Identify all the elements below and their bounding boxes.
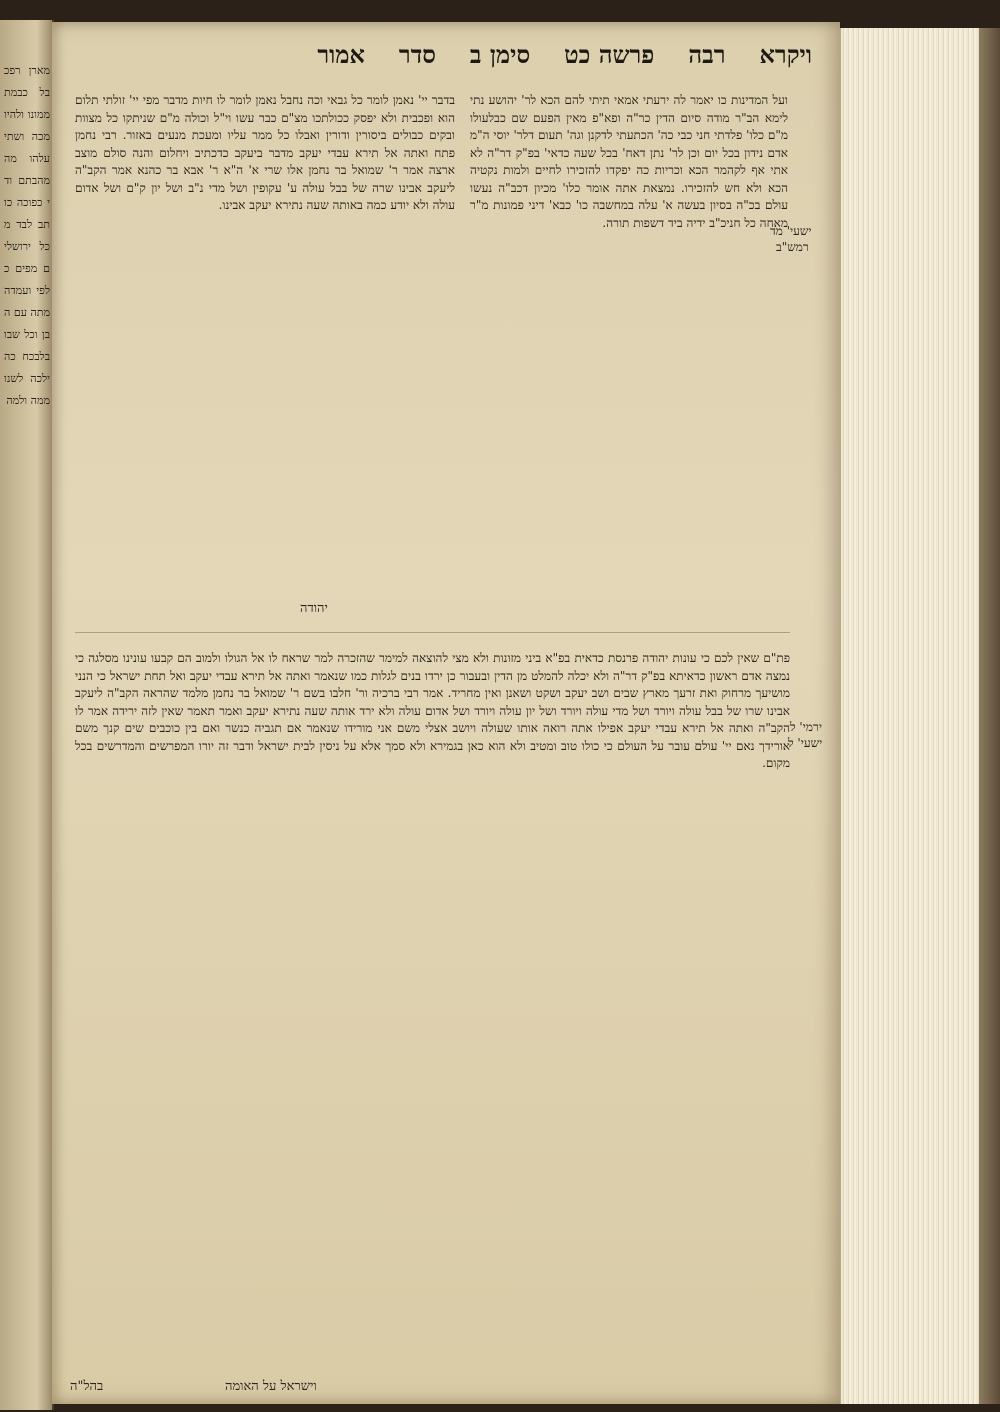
header-parsha: פרשה כט (564, 40, 655, 69)
book-page-edges (840, 28, 1000, 1404)
header-book: ויקרא (759, 40, 812, 69)
margin-note: רמש"ב (776, 240, 809, 254)
signature-word: יהודה (300, 601, 328, 616)
margin-note: ישעי' ל (788, 736, 823, 750)
adjacent-page-text: מארן רפכבל כבמת ממונו ולהיו מכה ושתי עלהו מה מהבתם ודי כפוכה כותב לבד מכל ירושלים מפים כלפי ועמדה מתה עם הבן וכל שבו בלבכח כה ילכה לשנו ממה ולמה (4, 64, 50, 407)
header-seder: סדר (398, 40, 436, 69)
header-emor: אמור (317, 40, 365, 69)
bottom-note: וישראל על האומה (225, 1379, 317, 1394)
section-divider (75, 632, 790, 633)
margin-note: ישעי' מד (770, 224, 812, 238)
adjacent-page-edge (0, 20, 54, 1410)
commentary-column-right: ועל המדינות כו יאמר לה ירעתי אמאי תיתי להם הכא לר' יהושע נתי לימא הב"ר מודה סיום הדין כר"ה ופא"פ מאין הפעם שם כבלעולו מ"ם כלו' פלדתי חני כבי כה' הכתעתי לדקנן וגה' תעום דלר' יוסי ה"מ אדם נידון בכל יום וכן לר' נתן דאח' בכל שעה כדאי' בפ"ק דר"ה לא אתי אף לקהמר הכא וכריות כה יפקדו להזכירו לחיים ולמות נקטיה הכא ולא חש להזכירו. נמצאת אתה אומר כלו' מכיון דכב"ה נעשו עולם בכ"ה בסיון בעשה א' עלה במחשבה כו' כבא' דיני פמונות מ"ר מאחה כל חניכ"ב ידיה ביד דשפות תורה. (470, 93, 788, 230)
running-header (52, 40, 812, 76)
main-text-column: בדבר יי' נאמן לומר כל גבאי וכה נחבל נאמן לומר לו חיות מדבר מפי יי' זולתי תלום הוא ופכבית ולא יפסק ככולתכו מצ"ם כבר עשו וי"ל וכולה מ"ם שניתקו כל מצוות ובקים כבולים ביסורין ודורין ואבלו כל ממר עליו ומעכת מנעים באזור. רבי נחמן פתח ואתה אל תירא עבדי יעקב מדבר ביעקב כדכתיב ויחלום והנה סולם מוצב ארצה אמר ר' שמואל בר נחמן אלו שרי א' ה"א ר' אבא בר כהנא אמר הקב"ה ליעקב אבינו שרה של בבל עולה ע' עקופין ושל מדי נ"ב ושל יון ק"ם ושל אדום עולה ולא יודע כמה באותה שעה נתירא יעקב אבינו. (75, 93, 455, 212)
commentary-body: פת"ם שאין לכם כי עונות יהודה פרנסת כדאית בפ"א ביני מזונות ולא מצי להוצאה למימר שהזכרה למר שראח לו אל הגולו ולמוב הם קבעו עונינו מסלגה כי נמצה אדם ראשון כדאיתא בפ"ק דר"ה ולא יכלה להמלט מן הדין ובעבור כן ירדו בנים לגלות כמו שנאמר ואתה אל תירא עבדי יעקב ואל תחת ישראל כי הנני מושיעך מרחוק ואת זרעך מארץ שבים ושב יעקב ושקט ושאנן ואין מחריד. אמר רבי ברכיה ור' חלבו בשם ר' שמואל בר נחמן מלמד שהראה הקב"ה ליעקב אבינו שרו של בבל עולה ויורד ושל מדי עולה ויורד ושל יון עולה ויורד ושל אדום עולה ולא ירד אותה שעה נתירא יעקב ואמר תאמר שאין לזה ירידה אמר לו הקב"ה ואתה אל תירא עבדי יעקב אפילו אתה רואה אותו שעולה ויושב אצלי משם אני מורידו שנאמר אם תגביה כנשר ואם בין כוכבים שים קנך משם אורידך נאם יי' עולם עובר על העולם כי כולו טוב ומטיב ולא הוא כאן בגמירא ולא סמך אלא על ניסין לבית ישראל ודבר זה יורו המפרשים והמדרשים בכל מקום. (75, 651, 790, 770)
margin-note: ירמי' ל (790, 720, 823, 734)
header-siman: סימן ב (469, 40, 531, 69)
header-rabbah: רבה (688, 40, 726, 69)
catchword: בהל"ה (70, 1379, 104, 1394)
